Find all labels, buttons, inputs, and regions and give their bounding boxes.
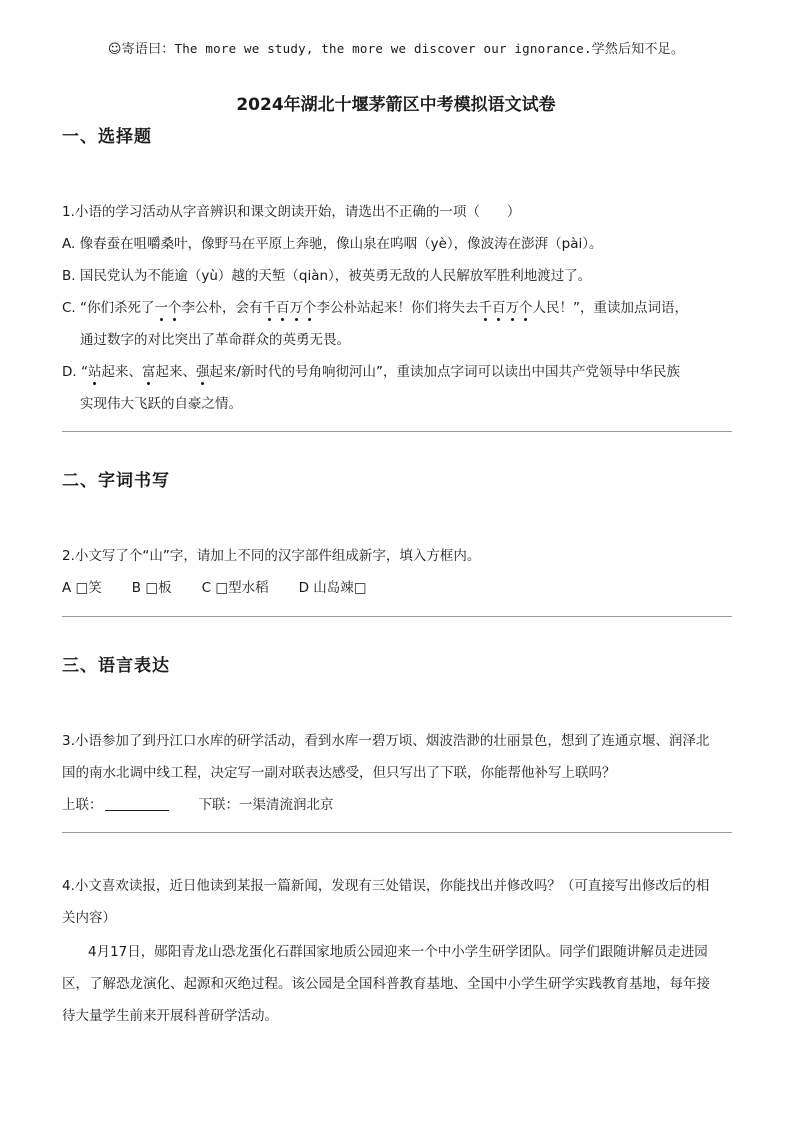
q3-upper-label: 上联： <box>62 797 103 813</box>
divider <box>62 832 732 833</box>
q3-couplet <box>62 793 334 813</box>
q3-lower-text: 一渠清流润北京 <box>239 797 334 813</box>
q4-stem-line1: 4.小文喜欢读报，近日他读到某报一篇新闻，发现有三处错误，你能找出并修改吗？（可直接写出修改后的相 <box>62 878 710 894</box>
q4-news-line3: 待大量学生前来开展科普研学活动。 <box>62 1008 278 1024</box>
q4-stem-line2: 关内容） <box>62 910 116 926</box>
q1-option-a: A. 像春蚕在咀嚼桑叶，像野马在平原上奔驰，像山泉在呜咽（yè），像波涛在澎湃（pài）。 <box>62 236 603 252</box>
q1-option-b: B. 国民党认为不能逾（yù）越的天堑（qiàn），被英勇无敌的人民解放军胜利地渡过了。 <box>62 268 592 284</box>
motto-english: The more we study, the more we discover our ignorance. <box>174 41 592 56</box>
q3-lower-label: 下联： <box>198 797 239 813</box>
motto-line <box>0 38 792 57</box>
emphasis-dot-char: 万 <box>505 300 520 316</box>
q1-c-text: 李公朴站起来！你们将失去 <box>316 300 479 316</box>
q1-stem: 1.小语的学习活动从字音辨识和课文朗读开始，请选出不正确的一项（ ） <box>62 204 521 220</box>
q1-c-emphasis-2 <box>263 300 317 316</box>
q1-option-c-line2: 通过数字的对比突出了革命群众的英勇无畏。 <box>80 332 350 348</box>
q1-d-text: D. “ <box>62 364 88 380</box>
section-heading-expression: 三、语言表达 <box>62 656 170 676</box>
emphasis-dot-char: 千 <box>478 300 493 316</box>
divider <box>62 616 732 617</box>
motto-chinese: 学然后知不足。 <box>591 42 685 57</box>
emphasis-dot-char: 站 <box>87 364 102 380</box>
emphasis-dot-char: 万 <box>289 300 304 316</box>
q4-news-line2: 区，了解恐龙演化、起源和灭绝过程。该公园是全国科普教育基地、全国中小学生研学实践教育基地，每年接 <box>62 976 710 992</box>
page-title: 2024年湖北十堰茅箭区中考模拟语文试卷 <box>236 95 556 115</box>
q3-upper-answer-blank[interactable] <box>105 796 169 811</box>
q3-stem-line2: 国的南水北调中线工程，决定写一副对联表达感受，但只写出了下联，你能帮他补写上联吗？ <box>62 765 616 781</box>
q1-option-d-line2: 实现伟大飞跃的自豪之情。 <box>80 396 242 412</box>
q1-c-emphasis-1 <box>155 300 182 316</box>
emphasis-dot-char: 一 <box>154 300 169 316</box>
q2-options <box>62 576 367 596</box>
emphasis-dot-char: 个 <box>168 300 182 316</box>
section-heading-choice: 一、选择题 <box>62 127 152 147</box>
q2-option-b: B □板 <box>131 580 172 596</box>
section-heading-writing: 二、字词书写 <box>62 471 170 491</box>
emphasis-dot-char: 千 <box>262 300 277 316</box>
q1-c-emphasis-3 <box>479 300 533 316</box>
q1-d-text: 起来、 <box>155 364 196 380</box>
divider <box>62 431 732 432</box>
q1-d-text: 起来、 <box>101 364 142 380</box>
q1-c-text: 李公朴，会有 <box>181 300 263 316</box>
motto-prefix: ☺寄语曰： <box>107 42 175 57</box>
q1-c-text: C. “你们杀死了 <box>62 300 155 316</box>
emphasis-dot-char: 个 <box>519 300 533 316</box>
q4-news-line1: 4月17日，郧阳青龙山恐龙蛋化石群国家地质公园迎来一个中小学生研学团队。同学们跟随讲解员走进园 <box>88 944 708 960</box>
emphasis-dot-char: 强 <box>195 364 210 380</box>
q2-stem: 2.小文写了个“山”字，请加上不同的汉字部件组成新字，填入方框内。 <box>62 548 481 564</box>
q1-option-d-line1 <box>62 360 680 380</box>
q1-d-emphasis-2 <box>142 364 156 380</box>
emphasis-dot-char: 个 <box>303 300 317 316</box>
q1-d-emphasis-3 <box>196 364 210 380</box>
q1-d-emphasis-1 <box>88 364 102 380</box>
emphasis-dot-char: 百 <box>492 300 506 316</box>
q1-option-c-line1 <box>62 296 688 316</box>
emphasis-dot-char: 富 <box>141 364 156 380</box>
q2-option-d: D 山岛竦□ <box>298 580 367 596</box>
q3-stem-line1: 3.小语参加了到丹江口水库的研学活动，看到水库一碧万顷、烟波浩渺的壮丽景色，想到了连通京堰、润泽北 <box>62 733 710 749</box>
q1-c-text: 人民！”，重读加点词语， <box>532 300 689 316</box>
q2-option-c: C □型水稻 <box>201 580 269 596</box>
q1-d-text: 起来/新时代的号角响彻河山”，重读加点字词可以读出中国共产党领导中华民族 <box>209 364 681 380</box>
emphasis-dot-char: 百 <box>276 300 290 316</box>
q2-option-a: A □笑 <box>62 580 102 596</box>
